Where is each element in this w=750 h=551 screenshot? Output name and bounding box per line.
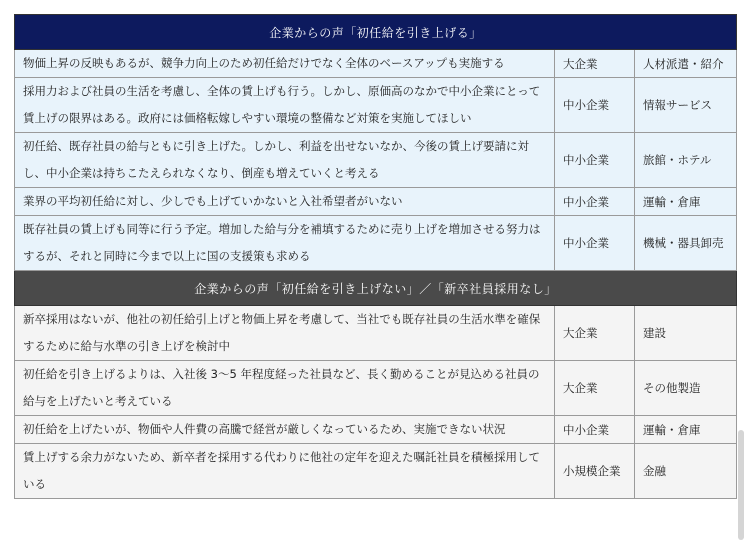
table-row	[15, 50, 737, 78]
section-header-row	[15, 271, 737, 306]
comment-cell: 初任給を上げたいが、物価や人件費の高騰で経営が厳しくなっているため、実施できない状況	[15, 416, 555, 444]
industry-cell: 建設	[635, 306, 737, 361]
comment-cell: 業界の平均初任給に対し、少しでも上げていかないと入社希望者がいない	[15, 188, 555, 216]
industry-cell: 運輸・倉庫	[635, 188, 737, 216]
comment-cell: 採用力および社員の生活を考慮し、全体の賃上げも行う。しかし、原価高のなかで中小企業にとって賃上げの限界はある。政府には価格転嫁しやすい環境の整備など対策を実施してほしい	[15, 78, 555, 133]
comment-cell: 新卒採用はないが、他社の初任給引上げと物価上昇を考慮して、当社でも既存社員の生活水準を確保するために給与水準の引き上げを検討中	[15, 306, 555, 361]
table-row	[15, 133, 737, 188]
company-size-cell: 大企業	[555, 50, 635, 78]
company-size-cell: 中小企業	[555, 78, 635, 133]
company-size-cell: 中小企業	[555, 416, 635, 444]
comment-cell: 既存社員の賃上げも同等に行う予定。増加した給与分を補填するために売り上げを増加させる努力はするが、それと同時に今まで以上に国の支援策も求める	[15, 216, 555, 271]
industry-cell: その他製造	[635, 361, 737, 416]
company-size-cell: 大企業	[555, 361, 635, 416]
industry-cell: 機械・器具卸売	[635, 216, 737, 271]
comment-cell: 初任給を引き上げるよりは、入社後 3～5 年程度経った社員など、長く勤めることが見込める社員の給与を上げたいと考えている	[15, 361, 555, 416]
table-row	[15, 306, 737, 361]
section-title-raise: 企業からの声「初任給を引き上げる」	[15, 15, 737, 50]
voices-table-container	[14, 14, 736, 499]
table-row	[15, 78, 737, 133]
comment-cell: 初任給、既存社員の給与ともに引き上げた。しかし、利益を出せないなか、今後の賃上げ要請に対し、中小企業は持ちこたえられなくなり、倒産も増えていくと考える	[15, 133, 555, 188]
table-row	[15, 444, 737, 499]
company-size-cell: 中小企業	[555, 133, 635, 188]
scrollbar-thumb[interactable]	[738, 430, 744, 540]
comment-cell: 賃上げする余力がないため、新卒者を採用する代わりに他社の定年を迎えた嘱託社員を積極採用している	[15, 444, 555, 499]
company-size-cell: 小規模企業	[555, 444, 635, 499]
table-row	[15, 361, 737, 416]
industry-cell: 情報サービス	[635, 78, 737, 133]
company-size-cell: 中小企業	[555, 188, 635, 216]
industry-cell: 運輸・倉庫	[635, 416, 737, 444]
industry-cell: 金融	[635, 444, 737, 499]
industry-cell: 旅館・ホテル	[635, 133, 737, 188]
table-row	[15, 216, 737, 271]
company-size-cell: 中小企業	[555, 216, 635, 271]
section-header-row	[15, 15, 737, 50]
section-title-no-raise: 企業からの声「初任給を引き上げない」／「新卒社員採用なし」	[15, 271, 737, 306]
company-size-cell: 大企業	[555, 306, 635, 361]
comment-cell: 物価上昇の反映もあるが、競争力向上のため初任給だけでなく全体のベースアップも実施する	[15, 50, 555, 78]
company-voices-table	[14, 14, 737, 499]
table-row	[15, 416, 737, 444]
table-row	[15, 188, 737, 216]
industry-cell: 人材派遣・紹介	[635, 50, 737, 78]
